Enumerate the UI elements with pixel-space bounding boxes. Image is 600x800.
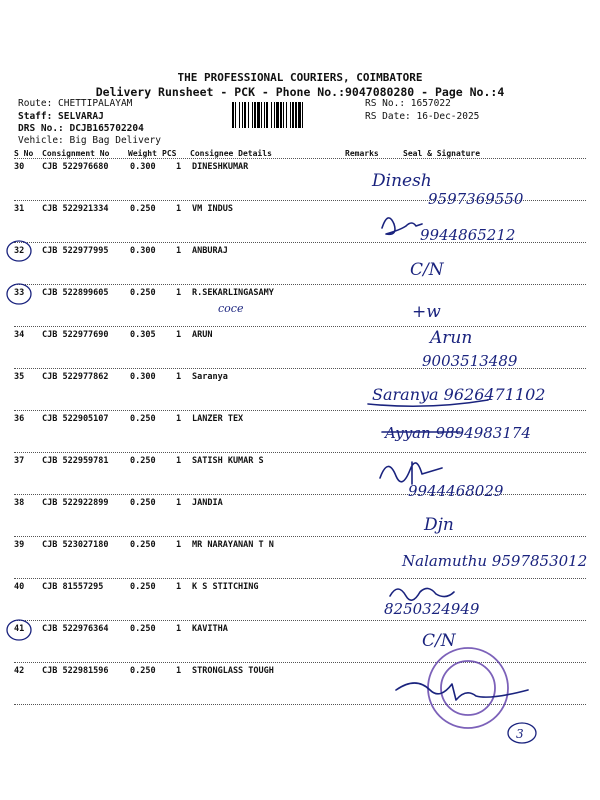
cell-consignee: VM INDUS — [192, 204, 233, 214]
cell-consignment: CJB 522959781 — [42, 456, 109, 466]
col-consignment: Consignment No — [42, 149, 110, 158]
cell-consignment: CJB 523027180 — [42, 540, 109, 550]
cell-consignment: CJB 522922899 — [42, 498, 109, 508]
cell-consignee: K S STITCHING — [192, 582, 259, 592]
signature-row-31-phone: 9944865212 — [420, 226, 516, 244]
cell-weight: 0.250 — [130, 414, 156, 424]
cell-consignment: CJB 522977995 — [42, 246, 109, 256]
cell-sno: 30 — [14, 162, 25, 172]
signature-row-33: +w — [412, 302, 441, 322]
rs-date: RS Date: 16-Dec-2025 — [365, 111, 480, 122]
cell-consignment: CJB 522981596 — [42, 666, 109, 676]
circled-sno-41 — [7, 620, 31, 640]
signature-row-41: C/N — [422, 631, 456, 651]
cell-consignment: CJB 522977690 — [42, 330, 109, 340]
signature-row-39: Nalamuthu 9597853012 — [402, 552, 588, 570]
runsheet-subtitle: Delivery Runsheet - PCK - Phone No.:9047080280 - Page No.:4 — [95, 85, 505, 99]
cell-pcs: 1 — [176, 246, 182, 256]
cell-consignee: KAVITHA — [192, 624, 228, 634]
vehicle-label: Vehicle: Big Bag Delivery — [18, 135, 161, 146]
cell-weight: 0.250 — [130, 456, 156, 466]
signature-row-35: Saranya 9626471102 — [372, 385, 546, 404]
page-mark: 3 — [516, 727, 524, 741]
cell-sno: 40 — [14, 582, 25, 592]
cell-pcs: 1 — [176, 624, 182, 634]
cell-consignment: CJB 81557295 — [42, 582, 104, 592]
cell-sno: 34 — [14, 330, 25, 340]
cell-sno: 33 — [14, 288, 25, 298]
col-weight: Weight — [128, 149, 157, 158]
staff-label: Staff: SELVARAJ — [18, 111, 104, 122]
cell-sno: 32 — [14, 246, 25, 256]
cell-sno: 41 — [14, 624, 25, 634]
cell-pcs: 1 — [176, 288, 182, 298]
cell-weight: 0.250 — [130, 204, 156, 214]
cell-consignment: CJB 522977862 — [42, 372, 109, 382]
cell-pcs: 1 — [176, 456, 182, 466]
signature-row-34-phone: 9003513489 — [422, 352, 518, 370]
rs-number: RS No.: 1657022 — [365, 98, 451, 109]
cell-consignment: CJB 522976680 — [42, 162, 109, 172]
cell-weight: 0.250 — [130, 288, 156, 298]
cell-consignee: STRONGLASS TOUGH — [192, 666, 274, 676]
cell-weight: 0.250 — [130, 624, 156, 634]
cell-consignee: DINESHKUMAR — [192, 162, 249, 172]
col-sno: S No — [14, 149, 34, 158]
consignee-note-row-33: coce — [218, 302, 244, 315]
signature-row-32: C/N — [410, 260, 444, 280]
signature-row-38: Djn — [424, 515, 454, 535]
cell-sno: 38 — [14, 498, 25, 508]
cell-consignee: ARUN — [192, 330, 213, 340]
cell-sno: 39 — [14, 540, 25, 550]
cell-sno: 42 — [14, 666, 25, 676]
cell-consignee: SATISH KUMAR S — [192, 456, 264, 466]
signature-row-37-phone: 9944468029 — [408, 482, 504, 500]
signature-row-37-scribble — [380, 462, 442, 484]
cell-pcs: 1 — [176, 204, 182, 214]
cell-weight: 0.305 — [130, 330, 156, 340]
cell-consignment: CJB 522905107 — [42, 414, 109, 424]
signature-row-30-phone: 9597369550 — [428, 190, 524, 208]
route-label: Route: CHETTIPALAYAM — [18, 98, 133, 109]
col-consignee: Consignee Details — [190, 149, 272, 158]
col-remarks: Remarks — [345, 149, 379, 158]
cell-pcs: 1 — [176, 666, 182, 676]
cell-consignment: CJB 522976364 — [42, 624, 109, 634]
drs-label: DRS No.: DCJB165702204 — [18, 123, 144, 134]
cell-consignee: JANDIA — [192, 498, 223, 508]
cell-weight: 0.250 — [130, 540, 156, 550]
cell-consignment: CJB 522921334 — [42, 204, 109, 214]
cell-pcs: 1 — [176, 372, 182, 382]
col-pcs: PCS — [162, 149, 177, 158]
cell-consignee: ANBURAJ — [192, 246, 228, 256]
circled-sno-33 — [7, 284, 31, 304]
cell-sno: 35 — [14, 372, 25, 382]
signature-row-40-phone: 8250324949 — [384, 600, 480, 618]
cell-sno: 31 — [14, 204, 25, 214]
signature-row-40-scribble — [390, 588, 454, 600]
signature-row-30-name: Dinesh — [372, 171, 432, 191]
cell-pcs: 1 — [176, 162, 182, 172]
cell-pcs: 1 — [176, 498, 182, 508]
company-title: THE PROFESSIONAL COURIERS, COIMBATORE — [177, 71, 423, 84]
cell-weight: 0.300 — [130, 246, 156, 256]
cell-sno: 37 — [14, 456, 25, 466]
cell-weight: 0.250 — [130, 582, 156, 592]
cell-consignee: LANZER TEX — [192, 414, 244, 424]
cell-pcs: 1 — [176, 582, 182, 592]
signature-row-31-scribble — [382, 218, 422, 234]
circled-sno-32 — [7, 241, 31, 261]
cell-weight: 0.250 — [130, 666, 156, 676]
cell-pcs: 1 — [176, 414, 182, 424]
cell-consignee: MR NARAYANAN T N — [192, 540, 274, 550]
cell-pcs: 1 — [176, 540, 182, 550]
col-seal-signature: Seal & Signature — [403, 149, 481, 158]
cell-sno: 36 — [14, 414, 25, 424]
signature-row-36: Ayyan 9894983174 — [385, 424, 531, 442]
company-seal-stamp — [428, 648, 508, 728]
cell-pcs: 1 — [176, 330, 182, 340]
signature-row-34-name: Arun — [430, 328, 473, 348]
cell-consignment: CJB 522899605 — [42, 288, 109, 298]
cell-weight: 0.300 — [130, 162, 156, 172]
cell-weight: 0.300 — [130, 372, 156, 382]
cell-weight: 0.250 — [130, 498, 156, 508]
cell-consignee: Saranya — [192, 372, 228, 382]
cell-consignee: R.SEKARLINGASAMY — [192, 288, 274, 298]
